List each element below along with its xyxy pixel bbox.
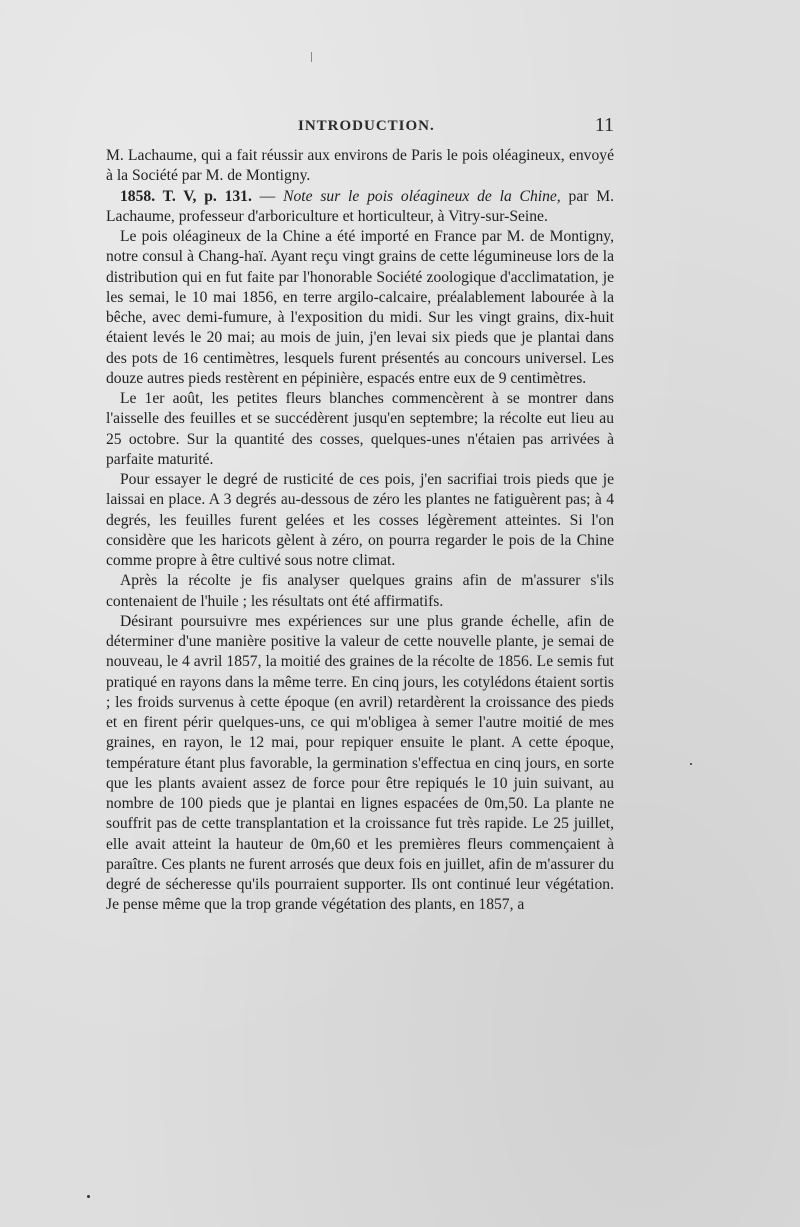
paragraph: Le pois oléagineux de la Chine a été importé en France par M. de Montigny, notre consul à Chang-haï. Ayant reçu vingt grains de cette légumineuse lors de la distribution qui en fut faite par l'honorable Société zoologique d'acclimatation, je les semai, le 10 mai 1856, en terre argilo-calcaire, préalablement labourée à la bêche, avec demi-fumure, à l'exposition du midi. Sur les vingt grains, dix-huit étaient levés le 20 mai; au mois de juin, j'en levai six pieds que je plantai dans des pots de 16 centimètres, lesquels furent présentés au concours universel. Les douze autres pieds restèrent en pépinière, espacés entre eux de 9 centimètres. (106, 228, 614, 387)
scan-mark (311, 52, 312, 62)
page-body (106, 146, 614, 916)
paragraph: M. Lachaume, qui a fait réussir aux environs de Paris le pois oléagineux, envoyé à la Société par M. de Montigny. (106, 147, 614, 185)
dash: — (251, 187, 284, 205)
note-title: Note sur le pois oléagineux de la Chine, (283, 187, 561, 205)
paragraph: Pour essayer le degré de rusticité de ces pois, j'en sacrifiai trois pieds que je laissai en place. A 3 degrés au-dessous de zéro les plantes ne fatiguèrent pas; à 4 degrés, les feuilles furent gelées et les cosses légèrement atteintes. Si l'on considère que les haricots gèlent à zéro, on pourra regarder le pois de la Chine comme propre à être cultivé sous notre climat. (106, 471, 614, 569)
entry-text: par M. Lachaume, professeur d'arboriculture et horticulteur, à Vitry-sur-Seine. (106, 187, 614, 225)
paragraph: Désirant poursuivre mes expériences sur une plus grande échelle, afin de déterminer d'une manière positive la valeur de cette nouvelle plante, je semai de nouveau, le 4 avril 1857, la moitié des graines de la récolte de 1856. Le semis fut pratiqué en rayons dans la même terre. En cinq jours, les cotylédons étaient sortis ; les froids survenus à cette époque (en avril) retardèrent la croissance des pieds et en firent périr quelques-uns, ce qui m'obligea à semer l'autre moitié de mes graines, en rayon, le 12 mai, pour repiquer ensuite le plant. A cette époque, température étant plus favorable, la germination s'effectua en cinq jours, en sorte que les plants avaient assez de force pour être repiqués le 10 juin suivant, au nombre de 100 pieds que je plantai en lignes espacées de 0m,50. La plante ne souffrit pas de cette transplantation et la croissance fut très rapide. Le 25 juillet, elle avait atteint la hauteur de 0m,60 et les premières fleurs commençaient à paraître. Ces plants ne furent arrosés que deux fois en juillet, afin de m'assurer du degré de sécheresse qu'ils pourraient supporter. Ils ont continué leur végétation. Je pense même que la trop grande végétation des plants, en 1857, a (106, 612, 614, 914)
page-header (108, 114, 614, 138)
paragraph: Le 1er août, les petites fleurs blanches commencèrent à se montrer dans l'aisselle des feuilles et se succédèrent jusqu'en septembre; la récolte eut lieu au 25 octobre. Sur la quantité des cosses, quelques-unes n'étaien pas arrivées à parfaite maturité. (106, 390, 614, 468)
ink-speck (87, 1195, 90, 1198)
page-number: 11 (594, 114, 614, 136)
reference: 1858. T. V, p. 131. (120, 187, 252, 205)
bibliographic-entry (106, 187, 614, 228)
running-title: INTRODUCTION. (298, 118, 435, 134)
ink-speck (690, 763, 692, 765)
paragraph: Après la récolte je fis analyser quelques grains afin de m'assurer s'ils contenaient de l'huile ; les résultats ont été affirmatifs. (106, 572, 614, 610)
